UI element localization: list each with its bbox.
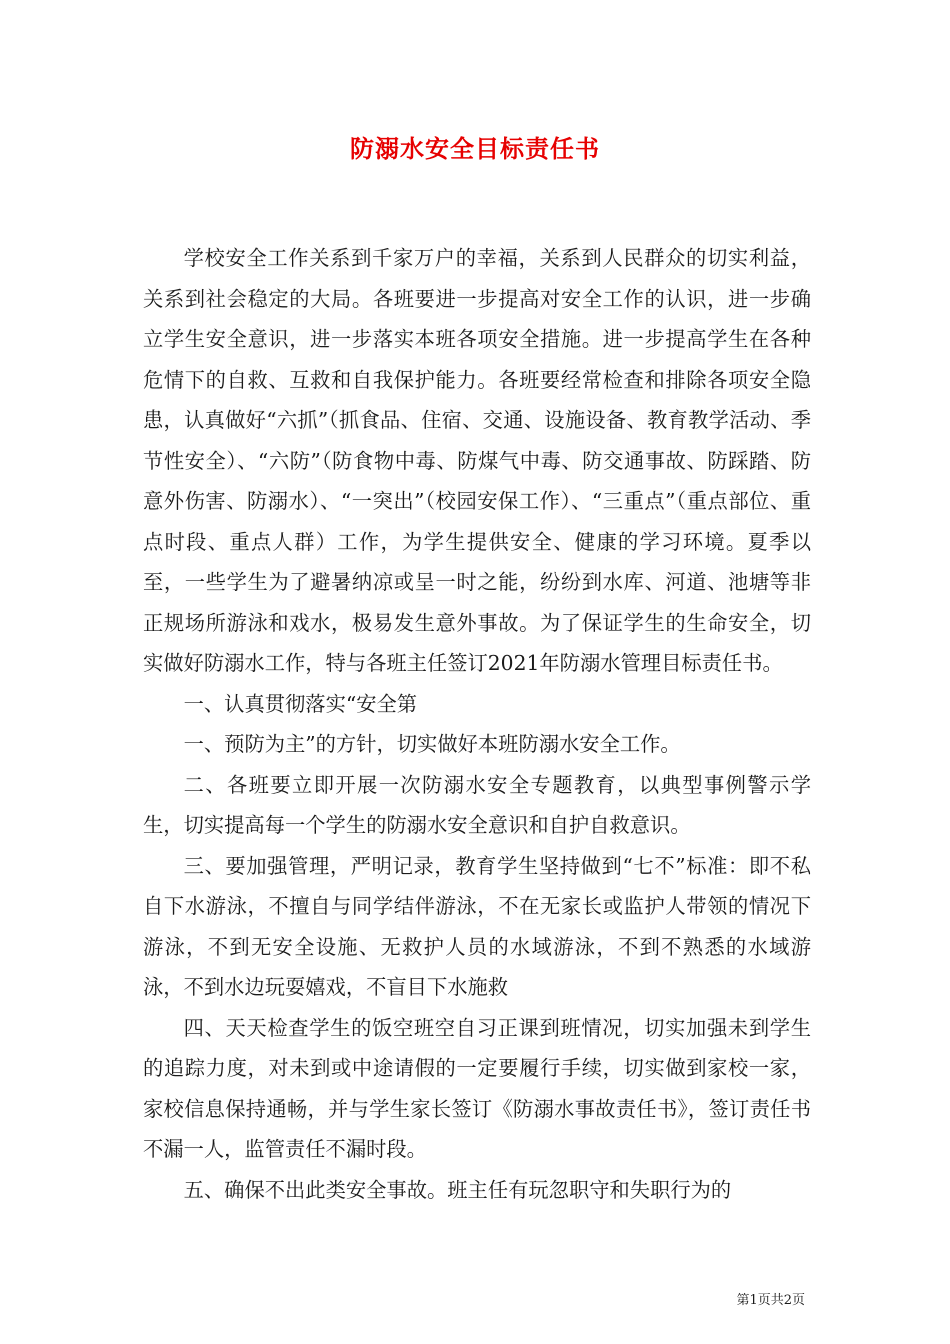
- clause-1-part-b: 一、预防为主”的方针，切实做好本班防溺水安全工作。: [183, 732, 681, 756]
- document-body: [143, 238, 811, 1210]
- document-title: 防溺水安全目标责任书: [350, 134, 600, 163]
- intro-paragraph: 学校安全工作关系到千家万户的幸福，关系到人民群众的切实利益，关系到社会稳定的大局。各班要进一步提高对安全工作的认识，进一步确立学生安全意识，进一步落实本班各项安全措施。进一步提高学生在各种危情下的自救、互救和自我保护能力。各班要经常检查和排除各项安全隐患，认真做好“六抓”（抓食品、住宿、交通、设施设备、教育教学活动、季节性安全）、“六防”（防食物中毒、防煤气中毒、防交通事故、防踩踏、防意外伤害、防溺水）、“一突出”（校园安保工作）、“三重点”（重点部位、重点时段、重点人群）工作，为学生提供安全、健康的学习环境。夏季以至，一些学生为了避暑纳凉或呈一时之能，纷纷到水库、河道、池塘等非正规场所游泳和戏水，极易发生意外事故。为了保证学生的生命安全，切实做好防溺水工作，特与各班主任签订2021年防溺水管理目标责任书。: [143, 246, 811, 675]
- clause-2: 二、各班要立即开展一次防溺水安全专题教育，以典型事例警示学生，切实提高每一个学生的防溺水安全意识和自护自救意识。: [143, 772, 811, 837]
- clause-3: 三、要加强管理，严明记录，教育学生坚持做到“七不”标准：即不私自下水游泳，不擅自与同学结伴游泳，不在无家长或监护人带领的情况下游泳，不到无安全设施、无救护人员的水域游泳，不到不熟悉的水域游泳，不到水边玩耍嬉戏，不盲目下水施救: [143, 853, 811, 999]
- clause-5: 五、确保不出此类安全事故。班主任有玩忽职守和失职行为的: [183, 1177, 732, 1202]
- clause-4: 四、天天检查学生的饭空班空自习正课到班情况，切实加强未到学生的追踪力度，对未到或中途请假的一定要履行手续，切实做到家校一家，家校信息保持通畅，并与学生家长签订《防溺水事故责任书》，签订责任书不漏一人，监管责任不漏时段。: [143, 1015, 811, 1161]
- clause-1-part-a: 一、认真贯彻落实“安全第: [183, 691, 418, 716]
- page-number: 第1页共2页: [736, 1293, 805, 1308]
